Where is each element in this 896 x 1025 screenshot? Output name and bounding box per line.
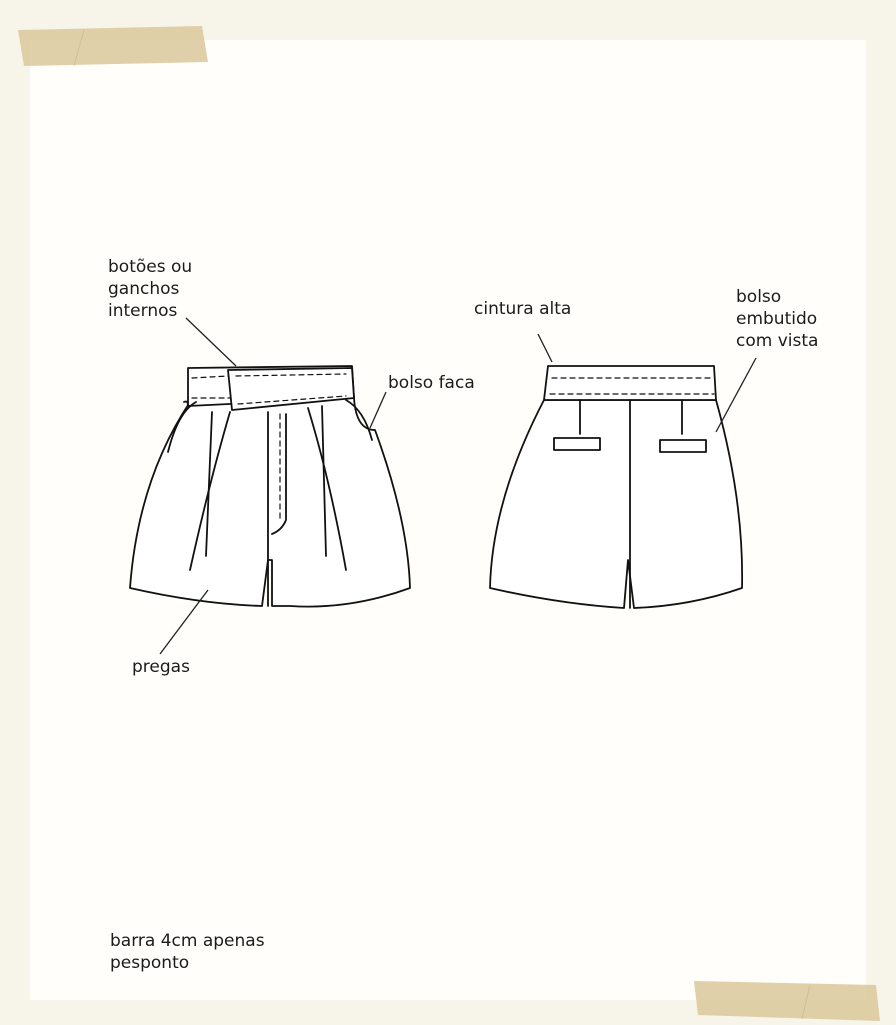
label-welt-pocket-line-2: embutido (736, 309, 818, 329)
label-welt-pocket-line-3: com vista (736, 331, 819, 351)
label-pleats (132, 656, 190, 678)
label-hem-note-line-2: pesponto (110, 953, 190, 973)
label-high-waist-text: cintura alta (474, 299, 572, 319)
label-buttons (108, 256, 192, 322)
label-knife-pocket-text: bolso faca (388, 373, 475, 393)
back-shorts (490, 366, 742, 608)
label-welt-pocket-line-1: bolso (736, 287, 782, 307)
label-high-waist (474, 298, 571, 320)
back-waistband (544, 366, 716, 400)
label-knife-pocket (388, 372, 475, 394)
label-welt-pocket (736, 286, 818, 352)
label-hem-note-line-1: barra 4cm apenas (110, 931, 265, 951)
label-hem-note (110, 930, 265, 974)
label-buttons-line-2: ganchos (108, 279, 180, 299)
label-buttons-line-3: internos (108, 301, 178, 321)
label-pleats-text: pregas (132, 657, 190, 677)
back-body-outline (490, 400, 742, 608)
label-buttons-line-1: botões ou (108, 257, 193, 277)
front-shorts (130, 366, 410, 607)
